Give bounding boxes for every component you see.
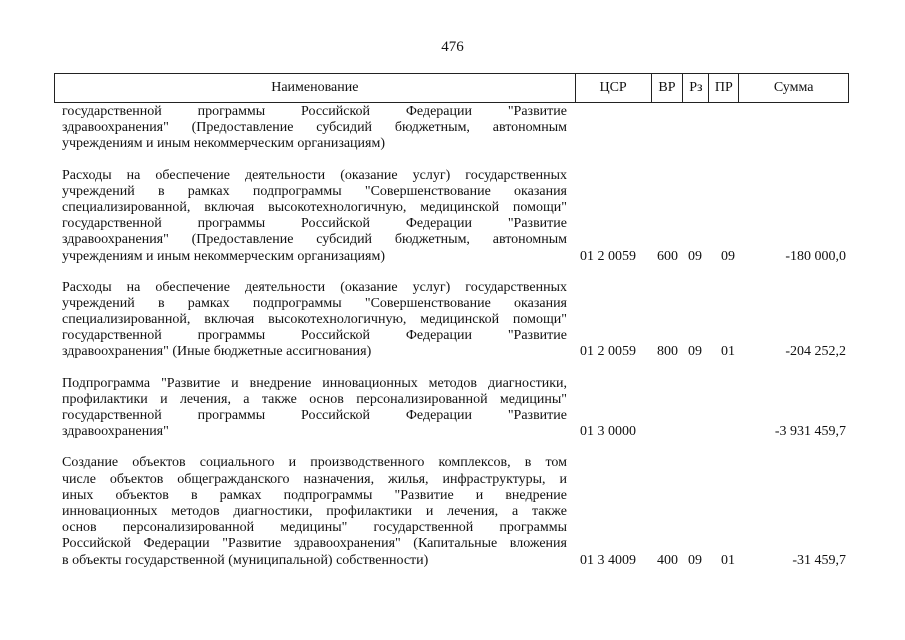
row-vr: 800 — [657, 344, 678, 360]
row-name-line: специализированной, включая высокотехнологичную, медицинской помощи" — [62, 199, 567, 215]
table-body — [62, 104, 849, 569]
row-name-line: учреждений в рамках подпрограммы "Совершенствование оказания — [62, 295, 567, 311]
row-name-line: в объекты государственной (муниципальной) собственности) — [62, 552, 429, 568]
row-name — [62, 280, 567, 361]
header-name: Наименование — [271, 80, 359, 95]
row-codes — [580, 553, 849, 569]
row-name-line: иных объектов в рамках подпрограммы "Развитие и внедрение — [62, 487, 567, 503]
table-header — [54, 73, 849, 103]
header-sum: Сумма — [738, 74, 848, 102]
row-vr: 600 — [657, 248, 678, 264]
row-sum: -204 252,2 — [785, 344, 846, 360]
row-codes — [580, 249, 849, 265]
table-row — [62, 104, 849, 153]
row-csr: 01 3 0000 — [580, 424, 636, 440]
row-csr: 01 3 4009 — [580, 552, 636, 568]
row-name-line: здравоохранения" (Предоставление субсидий бюджетным, автономным — [62, 232, 567, 248]
row-pr: 01 — [721, 552, 735, 568]
row-name — [62, 455, 567, 568]
page-number: 476 — [441, 39, 464, 55]
row-name-line: государственной программы Российской Федерации "Развитие — [62, 104, 567, 119]
row-csr: 01 2 0059 — [580, 344, 636, 360]
row-rz: 09 — [688, 552, 702, 568]
row-name-line: Расходы на обеспечение деятельности (оказание услуг) государственных — [62, 279, 567, 295]
row-name-line: здравоохранения" (Предоставление субсидий бюджетным, автономным — [62, 120, 567, 136]
row-name-line: инновационных методов диагностики, профилактики и лечения, а также — [62, 503, 567, 519]
row-name-line: здравоохранения" — [62, 424, 169, 440]
row-rz: 09 — [688, 248, 702, 264]
row-csr: 01 2 0059 — [580, 248, 636, 264]
row-name-line: Подпрограмма "Развитие и внедрение инновационных методов диагностики, — [62, 375, 567, 391]
row-name-line: государственной программы Российской Федерации "Развитие — [62, 328, 567, 344]
row-name-line: государственной программы Российской Федерации "Развитие — [62, 408, 567, 423]
row-name-line: числе объектов общегражданского назначения, жилья, инфраструктуры, и — [62, 471, 567, 487]
row-codes — [580, 424, 849, 440]
row-name-line: Создание объектов социального и производственного комплексов, в том — [62, 455, 567, 471]
row-sum: -180 000,0 — [785, 248, 846, 264]
row-sum: -31 459,7 — [792, 552, 846, 568]
header-csr: ЦСР — [575, 74, 651, 102]
header-rz: Рз — [682, 74, 708, 102]
row-name-line: Российской Федерации "Развитие здравоохранения" (Капитальные вложения — [62, 536, 567, 552]
row-name-line: государственной программы Российской Федерации "Развитие — [62, 216, 567, 232]
row-pr: 01 — [721, 344, 735, 360]
table-row — [62, 280, 849, 361]
row-name-line: специализированной, включая высокотехнологичную, медицинской помощи" — [62, 312, 567, 328]
row-name-line: основ персонализированной медицины" государственной программы — [62, 520, 567, 536]
table-row — [62, 168, 849, 265]
row-name — [62, 168, 567, 265]
row-rz: 09 — [688, 344, 702, 360]
table-row — [62, 376, 849, 441]
row-pr: 09 — [721, 248, 735, 264]
header-vr: ВР — [651, 74, 683, 102]
row-name-line: здравоохранения" (Иные бюджетные ассигнования) — [62, 344, 372, 360]
row-name-line: учреждениям и иным некоммерческим организациям) — [62, 248, 386, 264]
row-name-line: профилактики и лечения, а также основ персонализированной медицины" — [62, 391, 567, 407]
row-name-line: учреждений в рамках подпрограммы "Совершенствование оказания — [62, 183, 567, 199]
row-codes — [580, 344, 849, 360]
row-name — [62, 376, 567, 441]
header-pr: ПР — [708, 74, 738, 102]
row-vr: 400 — [657, 552, 678, 568]
row-name-line: Расходы на обеспечение деятельности (оказание услуг) государственных — [62, 167, 567, 183]
row-sum: -3 931 459,7 — [774, 424, 846, 440]
table-row — [62, 455, 849, 568]
row-name-line: учреждениям и иным некоммерческим организациям) — [62, 136, 386, 152]
row-name — [62, 104, 567, 153]
